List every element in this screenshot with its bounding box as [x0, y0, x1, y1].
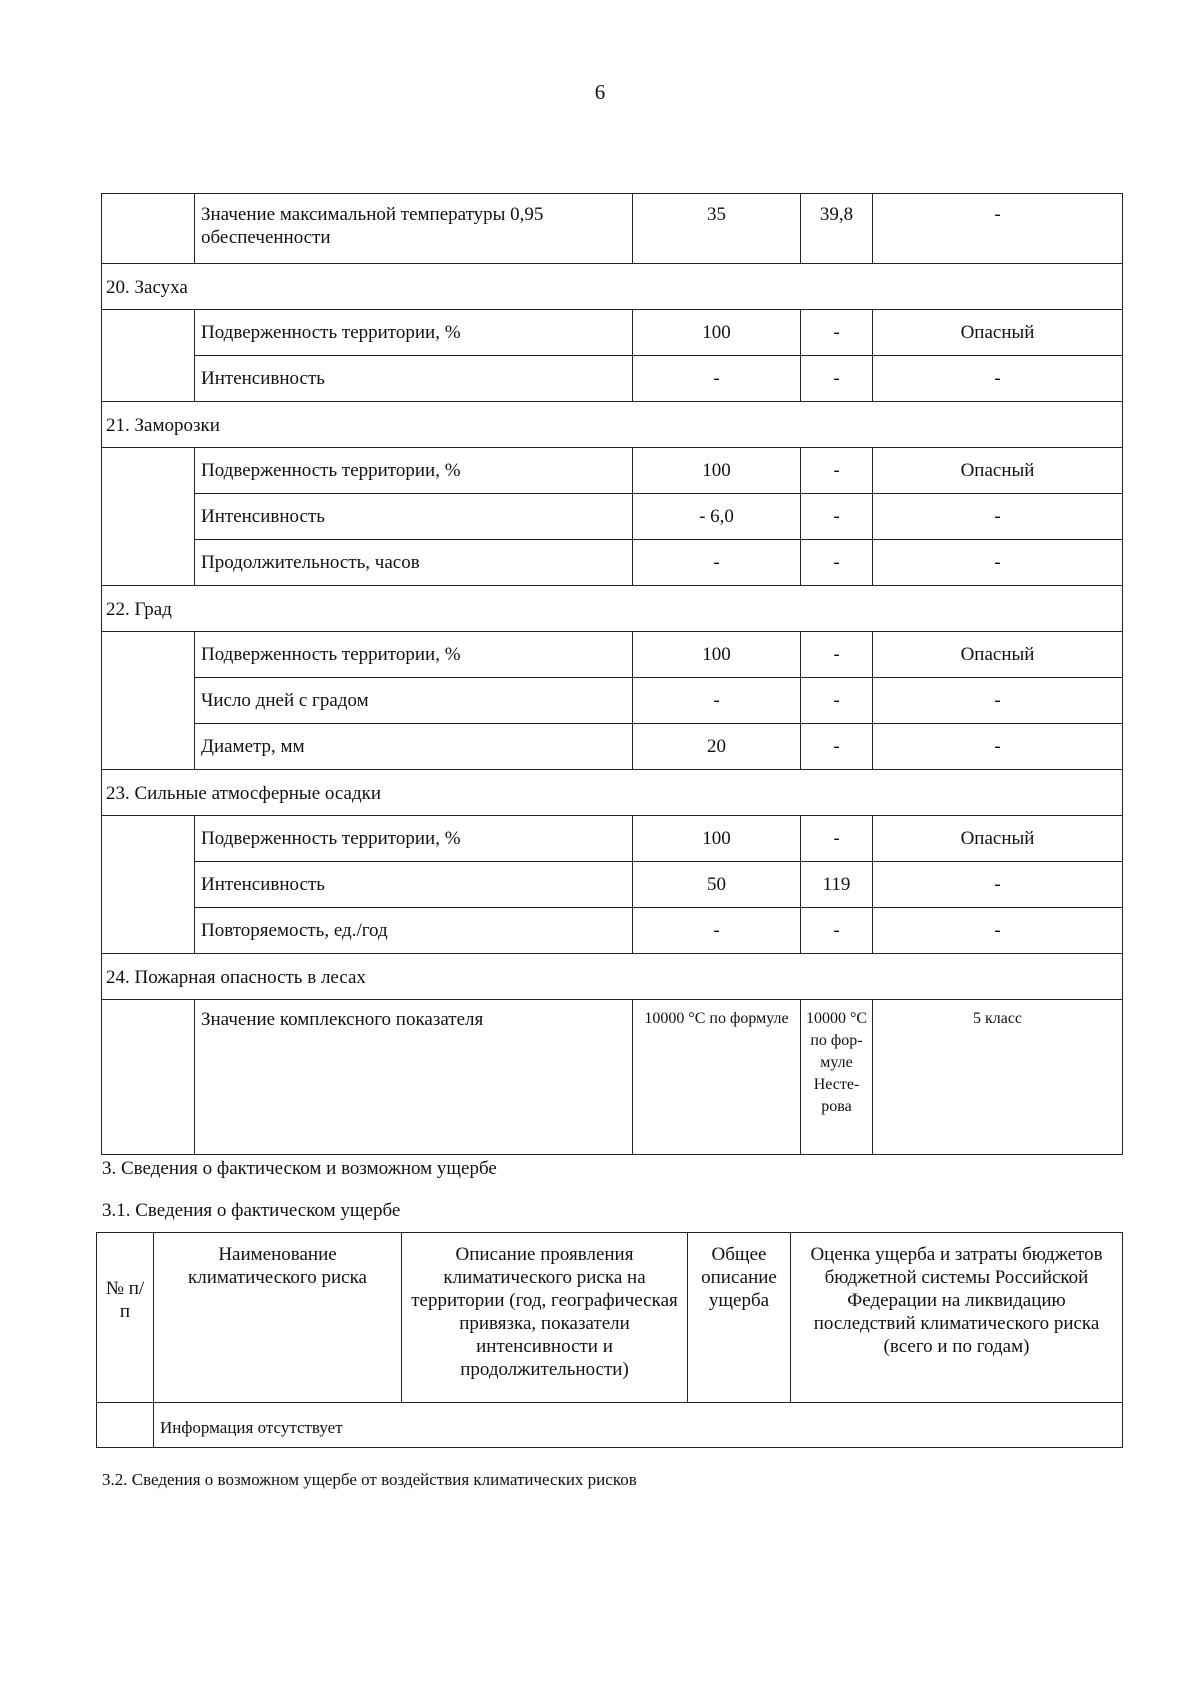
- value-cell: -: [873, 494, 1123, 540]
- value-cell: -: [801, 816, 873, 862]
- table-row: [102, 448, 1123, 494]
- value-cell: -: [801, 448, 873, 494]
- section-row: [102, 402, 1123, 448]
- section-title: 23. Сильные атмосферные осадки: [102, 770, 1123, 816]
- value-cell: -: [801, 678, 873, 724]
- value-cell: -: [633, 356, 801, 402]
- climate-risk-table: [101, 193, 1123, 1155]
- header-cell-number: № п/п: [97, 1233, 154, 1403]
- row-label: Продолжительность, часов: [195, 540, 633, 586]
- value-cell: Опасный: [873, 448, 1123, 494]
- row-label: Подверженность территории, %: [195, 310, 633, 356]
- value-cell: -: [801, 494, 873, 540]
- table-row: [102, 194, 1123, 264]
- empty-cell: [102, 816, 195, 954]
- value-cell: 10000 °С по фор-муле Несте-рова: [801, 1000, 873, 1155]
- row-label: Интенсивность: [195, 356, 633, 402]
- section-title: 24. Пожарная опасность в лесах: [102, 954, 1123, 1000]
- row-label: Диаметр, мм: [195, 724, 633, 770]
- subsection-heading: 3.2. Сведения о возможном ущербе от воздействия климатических рисков: [102, 1470, 637, 1489]
- empty-cell: [102, 1000, 195, 1155]
- section-title: 20. Засуха: [102, 264, 1123, 310]
- page-number: 6: [594, 80, 606, 104]
- value-cell: 100: [633, 310, 801, 356]
- value-cell: -: [873, 194, 1123, 264]
- row-label: Подверженность территории, %: [195, 632, 633, 678]
- value-cell: -: [633, 540, 801, 586]
- value-cell: -: [801, 632, 873, 678]
- value-cell: -: [801, 310, 873, 356]
- header-cell-description: Описание проявления климатического риска на территории (год, географическая привязка, показатели интенсивности и продолжительности): [402, 1233, 688, 1403]
- value-cell: 39,8: [801, 194, 873, 264]
- empty-cell: [97, 1403, 154, 1448]
- value-cell: -: [801, 724, 873, 770]
- value-cell: 50: [633, 862, 801, 908]
- table-row: [102, 816, 1123, 862]
- table-row: [102, 862, 1123, 908]
- value-cell: 100: [633, 816, 801, 862]
- value-cell: -: [873, 908, 1123, 954]
- empty-cell: [102, 310, 195, 402]
- value-cell: -: [873, 356, 1123, 402]
- table-row: [102, 678, 1123, 724]
- header-cell-risk-name: Наименование климатического риска: [154, 1233, 402, 1403]
- value-cell: 5 класс: [873, 1000, 1123, 1155]
- empty-cell: [102, 448, 195, 586]
- value-cell: -: [873, 724, 1123, 770]
- section-title: 22. Град: [102, 586, 1123, 632]
- table-row: [102, 1000, 1123, 1155]
- table-row: [102, 908, 1123, 954]
- table-row: [97, 1403, 1123, 1448]
- section-row: [102, 264, 1123, 310]
- row-label: Число дней с градом: [195, 678, 633, 724]
- empty-cell: [102, 194, 195, 264]
- value-cell: -: [873, 862, 1123, 908]
- row-label: Интенсивность: [195, 494, 633, 540]
- empty-cell: [102, 632, 195, 770]
- value-cell: 20: [633, 724, 801, 770]
- header-row: [97, 1233, 1123, 1403]
- value-cell: 100: [633, 448, 801, 494]
- row-label: Подверженность территории, %: [195, 816, 633, 862]
- value-cell: Опасный: [873, 310, 1123, 356]
- row-label: Повторяемость, ед./год: [195, 908, 633, 954]
- value-cell: -: [873, 678, 1123, 724]
- table-row: [102, 632, 1123, 678]
- row-label: Значение максимальной температуры 0,95 обеспеченности: [195, 194, 633, 264]
- no-info-text: Информация отсутствует: [154, 1403, 1123, 1448]
- header-cell-assessment: Оценка ущерба и затраты бюджетов бюджетной системы Российской Федерации на ликвидацию последствий климатического риска (всего и по годам): [791, 1233, 1123, 1403]
- row-label: Подверженность территории, %: [195, 448, 633, 494]
- value-cell: Опасный: [873, 816, 1123, 862]
- section-row: [102, 586, 1123, 632]
- value-cell: -: [873, 540, 1123, 586]
- section-title: 21. Заморозки: [102, 402, 1123, 448]
- subsection-heading: 3.1. Сведения о фактическом ущербе: [102, 1200, 401, 1221]
- value-cell: 100: [633, 632, 801, 678]
- row-label: Значение комплексного показателя: [195, 1000, 633, 1155]
- section-row: [102, 954, 1123, 1000]
- value-cell: -: [801, 356, 873, 402]
- table-row: [102, 494, 1123, 540]
- value-cell: -: [633, 908, 801, 954]
- value-cell: -: [801, 540, 873, 586]
- table-row: [102, 540, 1123, 586]
- value-cell: -: [801, 908, 873, 954]
- section-heading: 3. Сведения о фактическом и возможном ущербе: [102, 1158, 497, 1179]
- table-row: [102, 356, 1123, 402]
- value-cell: -: [633, 678, 801, 724]
- value-cell: 10000 °С по формуле: [633, 1000, 801, 1155]
- value-cell: 35: [633, 194, 801, 264]
- table-row: [102, 310, 1123, 356]
- row-label: Интенсивность: [195, 862, 633, 908]
- header-cell-damage: Общее описание ущерба: [688, 1233, 791, 1403]
- table-row: [102, 724, 1123, 770]
- value-cell: 119: [801, 862, 873, 908]
- value-cell: - 6,0: [633, 494, 801, 540]
- actual-damage-table: [96, 1232, 1123, 1448]
- section-row: [102, 770, 1123, 816]
- value-cell: Опасный: [873, 632, 1123, 678]
